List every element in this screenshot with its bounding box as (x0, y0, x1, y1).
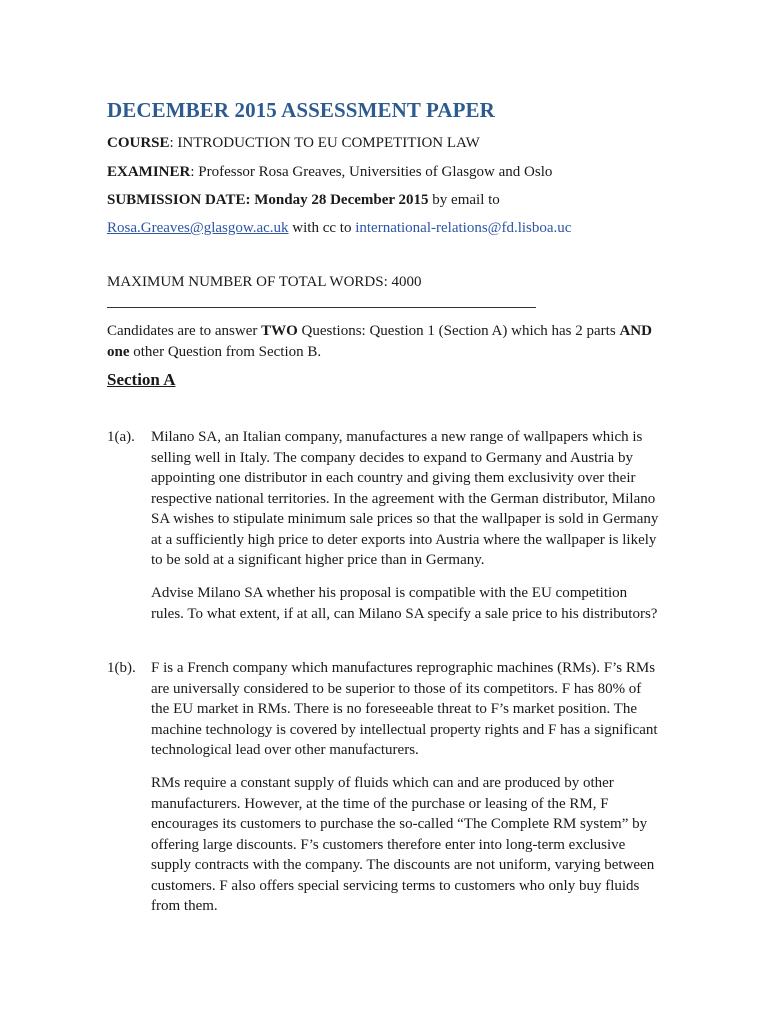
examiner-value: : Professor Rosa Greaves, Universities of Glasgow and Oslo (190, 164, 553, 180)
instructions-text-3: other Question from Section B. (129, 343, 322, 360)
submission-date: SUBMISSION DATE: Monday 28 December 2015 (107, 192, 429, 208)
submission-suffix: by email to (428, 192, 500, 208)
course-line (107, 133, 480, 153)
section-a-heading: Section A (107, 370, 176, 389)
primary-email-link[interactable]: Rosa.Greaves@glasgow.ac.uk (107, 220, 289, 236)
instructions (107, 321, 667, 362)
instructions-bold-and: AND (619, 323, 652, 339)
instructions-bold-two: TWO (261, 323, 298, 339)
email-line (107, 218, 571, 238)
max-words: MAXIMUM NUMBER OF TOTAL WORDS: 4000 (107, 274, 422, 290)
question-1b-number: 1(b). (107, 660, 136, 676)
course-label: COURSE (107, 135, 170, 151)
paper-title: DECEMBER 2015 ASSESSMENT PAPER (107, 98, 495, 122)
question-1a-number: 1(a). (107, 429, 135, 445)
cc-text: with cc to (288, 220, 356, 236)
question-1b-paragraph-2: RMs require a constant supply of fluids which can and are produced by other manufacturers. However, at the time of the purchase or leasing of the RM, F encourages its customers to purchase the so-called “The Complete RM system” by offering large discounts. F’s customers therefore enter into long-term exclusive supply contracts with the company. The discounts are not uniform, varying between customers. F also offers special servicing terms to customers who only buy fluids from them. (151, 775, 655, 914)
question-1b-paragraph-1: F is a French company which manufactures reprographic machines (RMs). F’s RMs are universally considered to be superior to those of its competitors. F has 80% of the EU market in RMs. There is no foreseeable threat to F’s market position. The machine technology is covered by intellectual property rights and F has a significant technological lead over other manufacturers. (151, 660, 658, 758)
question-1a-paragraph-2: Advise Milano SA whether his proposal is compatible with the EU competition rules. To what extent, if at all, can Milano SA specify a sale price to his distributors? (151, 585, 658, 622)
instructions-text-1: Candidates are to answer (107, 323, 262, 339)
question-1a-paragraph-1: Milano SA, an Italian company, manufactures a new range of wallpapers which is selling well in Italy. The company decides to expand to Germany and Austria by appointing one distributor in each country and giving them exclusivity over their respective national territories. In the agreement with the German distributor, Milano SA wishes to stipulate minimum sale prices so that the wallpaper is sold in Germany at a sufficiently high price to deter exports into Austria where the wallpaper is likely to be sold at a significant higher price than in Germany. (151, 429, 659, 568)
divider (107, 307, 536, 308)
examiner-label: EXAMINER (107, 164, 191, 180)
examiner-line (107, 162, 552, 182)
course-value: : INTRODUCTION TO EU COMPETITION LAW (169, 135, 480, 151)
submission-line (107, 190, 500, 210)
instructions-bold-one: one (107, 343, 130, 360)
cc-email-link[interactable]: international-relations@fd.lisboa.uc (355, 220, 572, 236)
instructions-text-2: Questions: Question 1 (Section A) which has 2 parts (297, 323, 620, 339)
